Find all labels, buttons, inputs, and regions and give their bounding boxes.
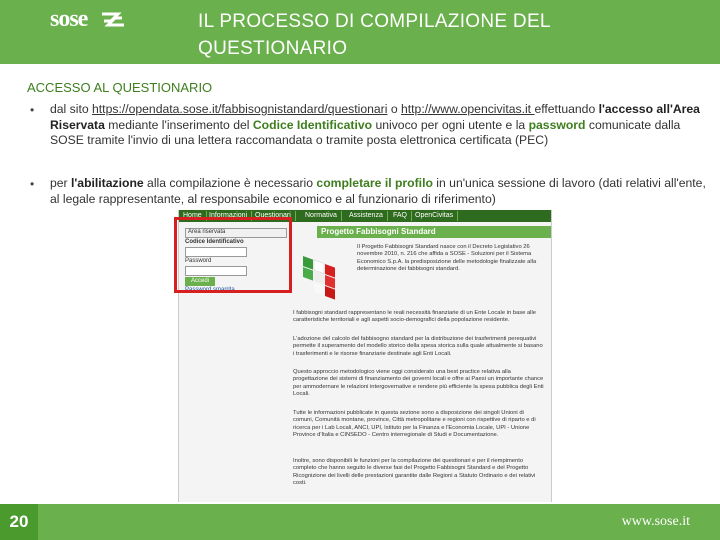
bullet-marker: • <box>30 177 35 191</box>
text: per <box>50 176 72 190</box>
text: comunicate dalla SOSE tramite l'invio di una lettera raccomandata o tramite posta elettronica certificata (PEC) <box>50 117 681 147</box>
password-smarrita-link[interactable]: Password smarrita <box>185 287 235 293</box>
bullet-marker: • <box>30 103 35 117</box>
text: univoco per ogni utente e la <box>372 117 529 132</box>
text: effettuando <box>534 102 599 116</box>
nav-home[interactable]: Home <box>179 211 207 221</box>
sose-logo-mark-icon <box>100 10 126 28</box>
codice-identificativo-label: Codice Identificativo <box>185 239 244 245</box>
opendata-link[interactable]: https://opendata.sose.it/fabbisognistandard/questionari <box>92 102 388 116</box>
nav-normativa[interactable]: Normativa <box>301 211 342 221</box>
content-paragraph: Questo approccio metodologico viene oggi considerato una best practice relativa alla progettazione dei sistemi di finanziamento dei governi locali e offre ai Paesi un importante chance per ammodernare le relazioni intergovernative e rendere più efficiente la spesa pubblica degli Enti Locali. <box>293 369 544 397</box>
text: alla compilazione è necessario <box>143 176 317 190</box>
text: in un'unica sessione di lavoro (dati relativi all'ente, al legale rappresentante, al responsabile economico e al funzionario di riferimento) <box>50 176 706 206</box>
intro-text: Il Progetto Fabbisogni Standard nasce con il Decreto Legislativo 26 novembre 2010, n. 216 che affida a SOSE - Soluzioni per il Sistema Economico S.p.A. la predisposizione delle metodologie finalizzate alla determinazione dei fabbisogni standard. <box>357 244 537 272</box>
footer-url: www.sose.it <box>621 514 690 529</box>
content-paragraph: L'adozione del calcolo del fabbisogno standard per la distribuzione dei trasferimenti perequativi permette il superamento del modello storico della spesa storica sulla quale attualmente si basano i trasferimenti e le risorse finanziarie destinate agli Enti Locali. <box>293 336 543 357</box>
bold-text: completare il profilo <box>316 176 433 190</box>
bold-text: password <box>528 117 586 132</box>
nav-faq[interactable]: FAQ <box>389 211 412 221</box>
area-riservata-label: Area riservata <box>188 229 226 235</box>
nav-informazioni[interactable]: Informazioni <box>205 211 252 221</box>
nav-assistenza[interactable]: Assistenza <box>345 211 388 221</box>
bold-text: Codice Identificativo <box>252 117 373 132</box>
accedi-button[interactable]: Accedi <box>185 277 215 286</box>
text: o <box>387 102 401 116</box>
bullet-paragraph-abilitazione <box>50 176 710 207</box>
bold-text: l'abilitazione <box>71 176 144 190</box>
password-label: Password <box>185 258 212 264</box>
sose-logo: sose <box>50 6 88 32</box>
nav-opencivitas[interactable]: OpenCivitas <box>411 211 458 221</box>
text: dal sito <box>50 102 93 116</box>
panel-title: Progetto Fabbisogni Standard <box>317 226 551 238</box>
page-number: 20 <box>0 504 38 540</box>
footer-bar <box>38 504 720 540</box>
opencivitas-link[interactable]: http://www.opencivitas.it <box>401 102 535 116</box>
italy-flag-map-image <box>297 242 359 304</box>
content-paragraph: I fabbisogni standard rappresentano le reali necessità finanziarie di un Ente Locale in base alle caratteristiche territoriali e agli aspetti socio-demografici della popolazione residente. <box>293 310 536 324</box>
nav-questionari[interactable]: Questionari <box>251 211 296 221</box>
content-paragraph: Tutte le informazioni pubblicate in questa sezione sono a disposizione dei singoli Unioni di comuni, Comunità montane, province, Città metropolitane e regioni con rispettive di riparto e di ricerca per i Lab Locali, ANCI, UPI, Istituto per la Finanza e l'Economia Locale, UPI - Unione Province d'Italia e CINSEDO - Centro interregionale di Studi e Documentazione. <box>293 410 536 438</box>
content-paragraph: Inoltre, sono disponibili le funzioni per la compilazione dei questionari e per il riempimento completo che hanno seguito le diverse fasi del Progetto Fabbisogni Standard e del Progetto Ricognizione dei livelli delle prestazioni garantite dalle Regioni a Statuto Ordinario e dei relativi costi. <box>293 458 536 486</box>
section-title: ACCESSO AL QUESTIONARIO <box>27 80 213 95</box>
slide-title: IL PROCESSO DI COMPILAZIONE DEL QUESTIONARIO <box>198 11 551 59</box>
bold-text: l'accesso all'Area Riservata <box>50 102 700 132</box>
login-highlight-box <box>174 217 292 293</box>
bullet-paragraph-access <box>50 102 710 149</box>
text: mediante l'inserimento del <box>104 117 253 132</box>
